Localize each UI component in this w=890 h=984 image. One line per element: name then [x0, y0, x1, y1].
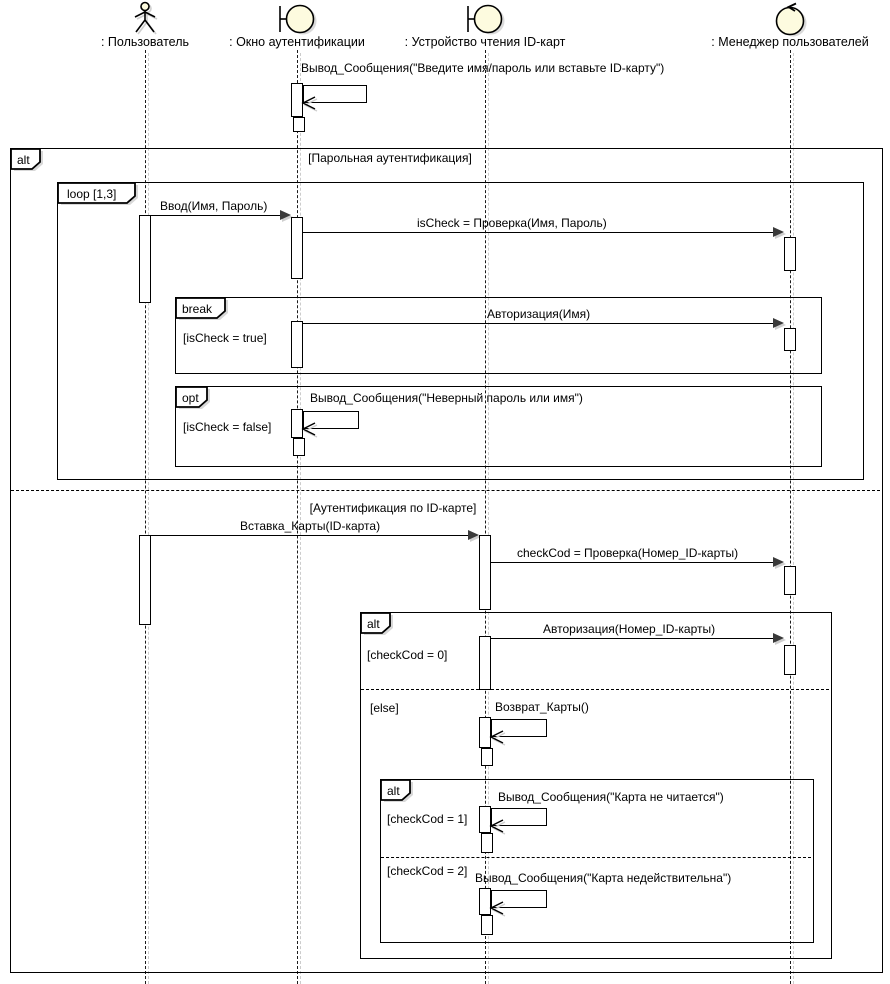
lifeline-label-user: : Пользователь: [100, 35, 190, 49]
arrowhead-icon: [773, 227, 784, 237]
message-label-prompt: Вывод_Сообщения("Введите имя/пароль или вставьте ID-карту"): [301, 61, 665, 75]
control-icon: [772, 1, 808, 39]
alt-divider: [381, 857, 811, 858]
message-label-auth-card: Авторизация(Номер_ID-карты): [543, 622, 716, 636]
fragment-operator-pentagon: [57, 182, 141, 208]
message-line: [491, 562, 773, 563]
activation-user-manager: [784, 328, 796, 351]
activation-user-manager: [784, 237, 796, 271]
message-label-ischeck: isCheck = Проверка(Имя, Пароль): [417, 216, 607, 230]
activation-user-manager: [784, 645, 796, 675]
activation-user: [139, 215, 151, 303]
activation-nested: [481, 915, 493, 935]
guard-ischeck-false: [isCheck = false]: [183, 420, 272, 434]
activation-nested: [293, 117, 305, 132]
fragment-operator-label: alt: [17, 153, 30, 167]
message-line: [491, 638, 773, 639]
activation-nested: [481, 748, 493, 766]
guard-password-auth: [Парольная аутентификация]: [308, 151, 472, 165]
message-label-card-invalid: Вывод_Сообщения("Карта недействительна"): [475, 871, 732, 885]
fragment-operator-pentagon: [175, 386, 215, 412]
message-label-auth-name: Авторизация(Имя): [487, 307, 591, 321]
arrowhead-icon: [773, 557, 784, 567]
lifeline-label-user-manager: : Менеджер пользователей: [711, 35, 869, 49]
activation-card-reader: [479, 636, 491, 690]
fragment-operator-pentagon: [10, 148, 48, 174]
message-label-checkcod: checkCod = Проверка(Номер_ID-карты): [517, 546, 739, 560]
fragment-operator-label: break: [182, 302, 213, 316]
guard-checkcod-2: [checkCod = 2]: [387, 864, 468, 878]
message-label-return-card: Возврат_Карты(): [495, 700, 589, 714]
lifeline-label-card-reader: : Устройство чтения ID-карт: [404, 35, 566, 49]
activation-card-reader: [479, 535, 491, 610]
arrowhead-icon: [773, 633, 784, 643]
guard-checkcod-0: [checkCod = 0]: [367, 648, 448, 662]
boundary-icon: [276, 2, 318, 36]
fragment-operator-label: opt: [182, 391, 199, 405]
open-arrowhead-icon: [489, 818, 505, 834]
guard-else: [else]: [370, 701, 399, 715]
guard-ischeck-true: [isCheck = true]: [183, 331, 267, 345]
activation-auth-window: [291, 217, 303, 279]
fragment-operator-label: alt: [367, 617, 380, 631]
message-line: [303, 232, 773, 233]
activation-auth-window: [291, 321, 303, 368]
fragment-operator-pentagon: [175, 297, 231, 323]
activation-user-manager: [784, 566, 796, 595]
activation-nested: [481, 833, 493, 853]
message-label-input: Ввод(Имя, Пароль): [160, 199, 268, 213]
arrowhead-icon: [280, 210, 291, 220]
arrowhead-icon: [468, 530, 479, 540]
message-line: [303, 323, 773, 324]
actor-icon: [131, 1, 159, 35]
open-arrowhead-icon: [301, 421, 317, 437]
message-label-insert-card: Вставка_Карты(ID-карта): [240, 519, 381, 533]
arrowhead-icon: [773, 318, 784, 328]
message-label-card-unreadable: Вывод_Сообщения("Карта не читается"): [498, 790, 724, 804]
fragment-operator-label: alt: [387, 784, 400, 798]
boundary-icon: [464, 2, 506, 36]
activation-nested: [293, 438, 305, 456]
message-line: [151, 535, 468, 536]
open-arrowhead-icon: [489, 900, 505, 916]
guard-idcard-auth: [Аутентификация по ID-карте]: [309, 501, 477, 515]
fragment-operator-label: loop [1,3]: [67, 187, 117, 201]
open-arrowhead-icon: [301, 95, 317, 111]
guard-checkcod-1: [checkCod = 1]: [387, 812, 468, 826]
fragment-operator-pentagon: [360, 612, 398, 638]
activation-user: [139, 535, 151, 625]
message-line: [151, 215, 281, 216]
fragment-operator-pentagon: [380, 779, 418, 805]
alt-divider: [11, 490, 880, 491]
lifeline-label-auth-window: : Окно аутентификации: [229, 35, 365, 49]
message-label-wrong: Вывод_Сообщения("Неверный пароль или имя"): [310, 391, 583, 405]
open-arrowhead-icon: [489, 729, 505, 745]
alt-divider: [361, 689, 829, 690]
